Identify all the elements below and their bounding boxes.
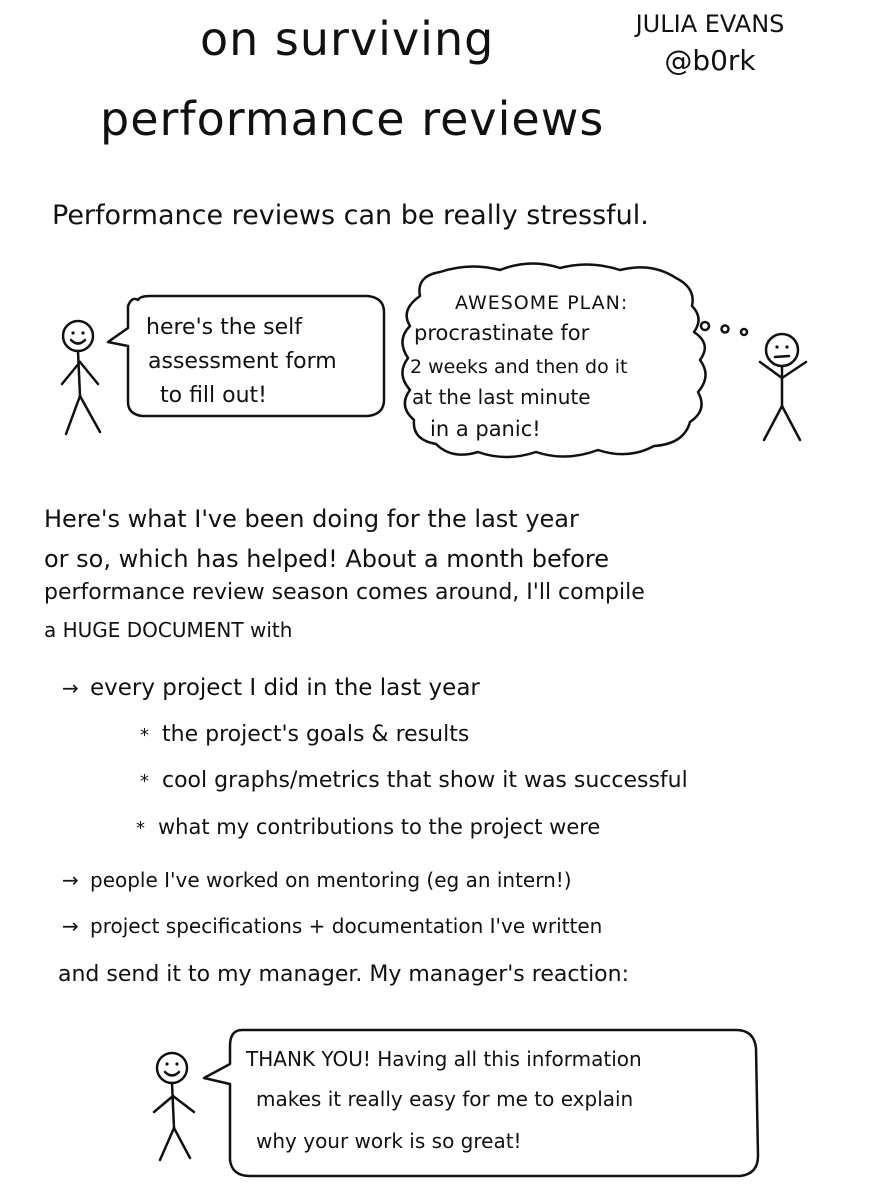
paragraph-line-3: performance review season comes around, I'll compile <box>44 580 645 605</box>
thought-dot <box>722 326 729 333</box>
star-marker-icon: * <box>140 725 149 746</box>
title-line-1: on surviving <box>200 12 495 66</box>
list-item-text: every project I did in the last year <box>90 675 480 701</box>
arrow-marker-icon: → <box>62 676 79 700</box>
thought-line-2: 2 weeks and then do it <box>410 356 628 378</box>
manager-happy-stick-figure-icon <box>154 1053 194 1160</box>
list-subitem <box>140 768 688 793</box>
thought-dot <box>741 329 747 335</box>
list-item <box>62 675 480 701</box>
author-handle: @b0rk <box>664 44 756 77</box>
paragraph-line-1: Here's what I've been doing for the last year <box>44 505 579 533</box>
paragraph-line-2: or so, which has helped! About a month before <box>44 545 610 573</box>
manager-bubble-line-1: here's the self <box>146 315 303 340</box>
list-item-text: people I've worked on mentoring (eg an intern!) <box>90 868 572 892</box>
list-item <box>62 868 572 893</box>
thought-heading: AWESOME PLAN: <box>455 292 629 314</box>
thought-line-4: in a panic! <box>430 417 541 441</box>
arrow-marker-icon: → <box>62 914 79 938</box>
list-subitem-text: the project's goals & results <box>162 722 470 747</box>
list-item <box>62 914 602 939</box>
manager-stick-figure-icon <box>62 321 100 434</box>
intro-sentence: Performance reviews can be really stressful. <box>52 200 649 231</box>
closing-line: and send it to my manager. My manager's reaction: <box>58 962 629 987</box>
thought-dot <box>701 322 709 330</box>
final-bubble-line-3: why your work is so great! <box>256 1129 522 1153</box>
thought-line-1: procrastinate for <box>414 321 590 345</box>
arrow-marker-icon: → <box>62 868 79 892</box>
thought-line-3: at the last minute <box>412 385 591 409</box>
author-name: JULIA EVANS <box>635 10 785 38</box>
list-item-text: project specifications + documentation I've written <box>90 914 603 938</box>
list-subitem-text: what my contributions to the project were <box>158 815 601 839</box>
manager-bubble-line-2: assessment form <box>148 349 337 374</box>
star-marker-icon: * <box>136 818 145 839</box>
employee-stick-figure-icon <box>760 334 806 440</box>
manager-bubble-line-3: to fill out! <box>160 383 268 408</box>
list-subitem <box>136 815 600 840</box>
final-bubble-line-2: makes it really easy for me to explain <box>256 1087 634 1111</box>
title-line-2: performance reviews <box>100 92 605 146</box>
paragraph-line-4: a HUGE DOCUMENT with <box>44 618 293 642</box>
star-marker-icon: * <box>140 771 149 792</box>
list-subitem-text: cool graphs/metrics that show it was successful <box>162 768 688 793</box>
final-bubble-line-1: THANK YOU! Having all this information <box>246 1047 642 1071</box>
list-subitem <box>140 722 469 747</box>
